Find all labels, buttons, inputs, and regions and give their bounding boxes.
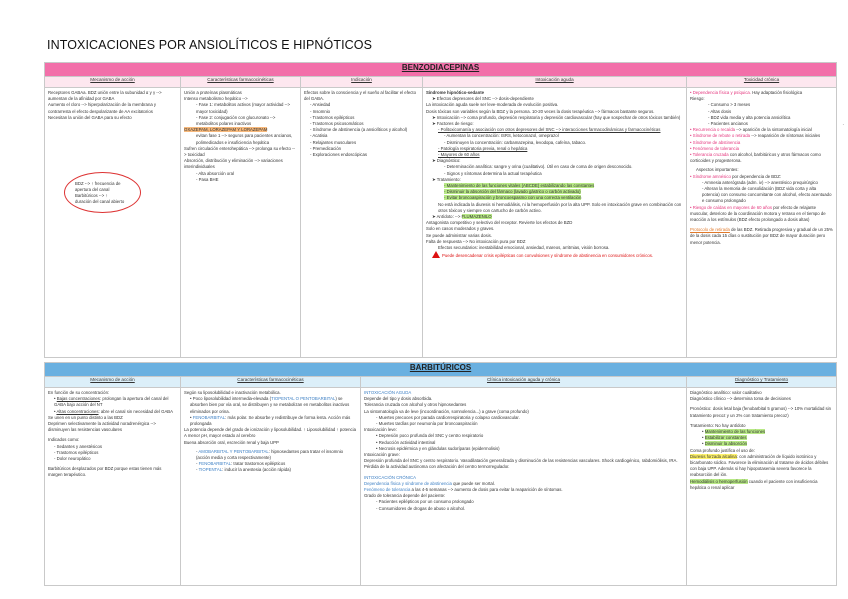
text-line: Depresión profunda del SNC y centro respiratorio. Vasodilatación generalizada y disminución de las resistencias vasculares. Shock cardiogénico, rabdomiólisis, IRA. Pérdida de la actividad autónoma con afectación del centro termorregulador.	[364, 458, 678, 470]
text-span: Hay adaptación fisiológica	[752, 90, 803, 95]
list-item: - Consumidores de drogas de abuso o alcohol.	[376, 505, 466, 511]
page-margin-mark: ·	[842, 122, 844, 128]
text-line	[690, 227, 833, 246]
list-item: - Trastornos psicosomáticos	[310, 121, 364, 127]
text-span: - Mayores de 60 años	[438, 152, 480, 158]
drug-term: TIOPENTAL O PENTOBARBITAL	[271, 396, 336, 402]
highlight-green: - Mantenimiento de las funciones vitales (ABCDE) estabilizando las constantes	[444, 183, 595, 189]
list-item	[48, 396, 177, 408]
list-item: - Síndrome de abstinencia (a ansiolíticos y alcohol)	[310, 127, 408, 133]
text-span: por efecto de relajante muscular, deterioro de la coordinación motora y retraso en el tiempo de reacción a los estímulos (BDZ efecto prolongado a dosis altas)	[690, 204, 826, 223]
text-line: Según su liposolubilidad e inactivación metabólica.	[184, 390, 281, 395]
text-line: Tolerancia cruzada con alcohol y otros hipnosedantes	[364, 402, 467, 408]
text-line: Aumento el cloro --> hiperpolarización de la membrana y contrarresta el efecto despolarizante de AA excitatorios	[48, 102, 157, 114]
highlight-green: Hemodiálisis o hemoperfusión	[690, 478, 748, 484]
text-line: - Pasa BHE	[196, 176, 219, 182]
text-line: - Alta absorción oral	[196, 170, 234, 176]
drug-term: FENOBARBITAL	[198, 461, 232, 467]
text-line: A menor pH, mayor estado al cerebro	[184, 433, 256, 439]
text-line: Intoxicación grave:	[364, 452, 400, 458]
highlight-green: Mantenimiento de las funciones	[704, 429, 766, 435]
text-span: cuando el paciente con insuficiencia hepática o renal aplicar	[690, 478, 818, 490]
text-span: Poco liposolubilidad intermedia-elevada (	[192, 396, 272, 402]
term: Síndrome de abstinencia	[692, 139, 741, 145]
column-header: Clínica intoxicación aguda y crónica	[361, 377, 687, 388]
text-line: Depende del tipo y dosis absorbida.	[364, 396, 433, 402]
warning-line	[426, 251, 683, 259]
list-item: - Trastornos epilépticos	[310, 114, 355, 120]
column-header: Toxicidad crónica	[687, 77, 837, 88]
text-line: Antagonista competitivo y selectivo del receptor. Revierte los efectos de BZD	[426, 220, 573, 226]
text-line: - Fase 1: metabolitos activos (mayor actividad --> mayor toxicidad)	[196, 102, 290, 114]
text-span: de las BDZ. Retirada progresiva y gradual de un 25% de la dosis cada 15 días o sustitución por BDZ de mayor duración pero menor potencia.	[690, 227, 833, 245]
barbi-clinica-cell	[361, 388, 687, 586]
antidote-highlight: FLUMAZENILO	[461, 214, 492, 220]
highlight-green: - Disminuir la absorción del fármaco (lavado gástrico o carbón activado)	[444, 189, 581, 195]
text-span: : tratar trastornos epilépticos	[231, 461, 286, 467]
text-line: Diagnóstico analítico: valor cualitativo	[690, 390, 762, 395]
list-item: - Insomnio	[310, 108, 331, 114]
term: Síndrome amnésico	[692, 173, 731, 179]
column-header: Mecanismo de acción	[45, 77, 181, 88]
drug-highlight: OXAZEPAM, LORAZEPAM Y LORAZEPAM	[184, 127, 268, 133]
oval-line: Barbitúricos --> ↑	[75, 193, 108, 198]
list-item: - TIOPENTAL: inducir la anestesia (acción rápida)	[196, 467, 291, 473]
list-item: - Muertes precoces por parada cardiorrespiratoria y colapso cardiovascular.	[376, 414, 520, 420]
drug-term: FENOBARBITAL	[192, 414, 226, 420]
benzo-indicacion-cell	[301, 88, 423, 358]
benzo-farmaco-cell	[181, 88, 301, 358]
list-item: • Necrosis epidérmica y en glándulas sudoríparas (epidermolisis)	[364, 446, 683, 452]
text-line: Se unen en un punto distinto a las BDZ	[48, 414, 123, 420]
benzo-mecanismo-cell	[45, 88, 181, 358]
benzodiacepinas-table	[44, 62, 837, 358]
text-line: ➤ Tratamiento:	[426, 177, 683, 183]
warning-icon	[432, 251, 440, 258]
list-item	[184, 396, 357, 415]
list-item: - Alteran la memoria de consolidación (BDZ vida corta y alta potencia) con consumo concomitante con alcohol, efecto acentuado e consumo prolongado	[702, 186, 832, 204]
benzo-aguda-cell	[423, 88, 687, 358]
text-line: Tratamiento: No hay antídoto	[690, 422, 746, 428]
text-line: Pronóstico: dosis letal baja (fenobarbital 5 gramos) --> 10% mortalidad sin tratamiento precoz y un 2% con tratamiento precoz)	[690, 406, 832, 418]
text-span: Antídoto: -->	[436, 214, 461, 220]
list-item	[690, 205, 833, 224]
term: Fenómeno de tolerancia	[364, 487, 411, 493]
text-line: ➤ Efectos depresores del SNC --> dosis-dependiente	[426, 96, 683, 102]
text-span: : abre el canal sin necesidad del GABA	[98, 408, 174, 414]
text-line: Se puede administrar varias dosis.	[426, 232, 492, 238]
term: Tolerancia cruzada	[692, 152, 729, 158]
list-item: - Amnesia anterógrada (adm. iv) --> anestésico prequirúrgico	[702, 179, 818, 185]
text-line: Dosis tóxicas son variables según la BDZ y la persona. 10-20 veces la dosis terapéutica --> fármacos bastante seguros.	[426, 108, 655, 114]
text-line: La sintomatología va de leve (incoordinación, somnolencia...) a grave (coma profundo)	[364, 408, 529, 414]
term: Recurrencia o recaída	[692, 127, 735, 133]
text-span: --> reaparición de síntomas iniciales	[751, 133, 821, 139]
text-line: - Signos y síntomas determina la actual terapéutica	[444, 170, 542, 176]
text-line: Solo en casos moderados y graves.	[426, 226, 495, 232]
list-item: - Consumo > 3 meses	[708, 102, 751, 108]
text-line: ➤ Factores de riesgo:	[426, 121, 683, 127]
text-line: Grado de tolerancia depende del paciente:	[364, 493, 446, 499]
text-line: - Fase 2: conjugación con glucuronato --> metabolitos polares inactivos	[196, 114, 276, 127]
text-span: : hipnosedantes para tratar el insomnio (acción media y corta respectivamente)	[196, 448, 344, 461]
section-heading-barbituricos: BARBITÚRICOS	[45, 363, 837, 377]
list-item: - Relajantes musculares	[310, 139, 357, 145]
column-header: Indicación	[301, 77, 423, 88]
text-line: ➤ Intoxicación --> coma profundo, depresión respiratoria y depresión cardiovascular (hay que sospechar de otros tóxicos también)	[426, 115, 683, 121]
text-span: - Patología respiratoria previa, renal o hepática	[438, 145, 528, 151]
text-line: - Aumentan la concentración: ISRS, ketoconazol, omeprazol	[444, 133, 559, 139]
text-line: La intoxicación aguda suele ser leve-moderada de evolución positiva.	[426, 102, 559, 108]
text-line: Falta de respuesta --> No intoxicación pura por BDZ	[426, 238, 526, 244]
page-title: INTOXICACIONES POR ANSIOLÍTICOS E HIPNÓTICOS	[47, 38, 373, 52]
note-oval	[64, 172, 141, 213]
text-line: Unión a proteínas plasmáticas	[184, 90, 242, 95]
text-line: Riesgo:	[690, 96, 705, 102]
text-line: Deprimen selectivamente la actividad noradrenérgica --> disminuyen las resistencias vasculares	[48, 421, 156, 433]
warning-text: Puede desencadenar crisis epilépticas con convulsiones y síndrome de abstinencia en consumidores crónicos.	[442, 253, 654, 259]
text-line: - Determinación analítica: sangre y orina (cualitativo). Útil en caso de coma de origen desconocido.	[444, 164, 633, 170]
barbi-mecanismo-cell	[45, 388, 181, 586]
text-line: Intoxicación leve:	[364, 427, 397, 433]
text-line: Sufren circulación enterohepática --> prolonga su efecto --> toxicidad	[184, 145, 295, 158]
text-span: - Politoxicomanía y asociación con otros depresores del SNC --> interacciones farmacodinámicas y farmacocinéticas	[438, 127, 661, 133]
list-item: - BDZ vida media y alta potencia ansiolítica	[708, 114, 791, 120]
text-span: : prolongan la apertura del canal del GABA bajo acción del NT	[54, 396, 169, 408]
list-item: • Reducción actividad intestinal	[364, 440, 683, 446]
list-item: - Trastornos epilépticos	[54, 449, 99, 455]
text-line: La potencia depende del grado de ionización y liposolubilidad. ↑ Liposolubilidad ↑ potencia	[184, 427, 356, 433]
text-span: a las 4-5 semanas --> aumento de dosis para evitar la reaparición de síntomas.	[411, 487, 563, 493]
column-header: Características farmacocinéticas	[181, 377, 361, 388]
text-line	[690, 479, 833, 491]
list-item: - Sedantes y anestésicos	[54, 443, 103, 449]
text-line: En función de su concentración:	[48, 390, 110, 395]
text-line: Absorción, distribución y eliminación --> variaciones interindividuales	[184, 158, 283, 170]
text-span: ) se absorben bien por vía oral, se distribuyen y se metabolizan en metabolitos inactivos eliminados por orina.	[190, 396, 350, 414]
text-span: : más polar. Se absorbe y redistribuye de forma lenta. Acción más prolongada	[190, 414, 351, 427]
list-item: - Premedicación	[310, 145, 342, 151]
column-header: Características farmacocinéticas	[181, 77, 301, 88]
section-heading-benzodiacepinas: BENZODIACEPINAS	[45, 63, 837, 77]
text-line: Coma profundo justifica el uso de:	[690, 447, 755, 453]
text-line: Receptores GABAa. BDZ unión entre la subunidad α y γ --> aumentan de la afinidad por GABA	[48, 90, 162, 102]
text-span: por dependencia de BDZ:	[732, 173, 782, 179]
term: Riesgo de caídas en mayores de 60 años	[692, 204, 773, 210]
text-span: : inducir la anestesia (acción rápida)	[222, 467, 291, 473]
list-item: - Exploraciones endoscópicas	[310, 152, 368, 158]
list-item: - Ansiedad	[310, 102, 331, 108]
column-header: Intoxicación aguda	[423, 77, 687, 88]
column-header: Mecanismo de acción	[45, 377, 181, 388]
text-line: evitan fase 1 --> seguros para pacientes ancianos, polimedicados e insuficiencia hepática	[196, 133, 293, 145]
list-item: - AMOBARBITAL Y PENTOBARBITAL: hipnosedantes para tratar el insomnio (acción media y corta respectivamente)	[196, 448, 344, 461]
oval-line: BDZ --> ↑ frecuencia de	[75, 181, 121, 186]
text-line: Buena absorción oral, escreción renal y baja UPP	[184, 439, 279, 445]
term: Fenómeno de tolerancia	[692, 145, 740, 151]
text-line: Barbitúricos desplazados por BDZ porque estas tienen más margen terapéutico.	[48, 466, 162, 478]
highlight-green: Disminuir la absorción	[704, 441, 747, 447]
barbituricos-table	[44, 362, 837, 586]
barbi-farmaco-cell	[181, 388, 361, 586]
text-line: Necesitan la unión del GABA para su efecto	[48, 114, 132, 120]
term: Bajas concentraciones	[56, 396, 100, 402]
text-span: --> aparición de la sintomatología inicial	[736, 127, 812, 133]
text-line: Intenso metabolismo hepático -->	[184, 96, 248, 102]
benzo-cronica-cell	[687, 88, 837, 358]
text-line: Efectos sobre la consciencia y el sueño al facilitar el efecto del GABA.	[304, 90, 417, 102]
text-line: Diagnóstico clínico --> determina toma de decisiones	[690, 396, 791, 402]
term: Síndrome de rebote o retirada	[692, 133, 751, 139]
term: Dependencia física y síndrome de abstinencia	[364, 480, 452, 486]
text-span: : con administración de líquido isotónico y bicarbonato sódico. Favorece la eliminación al tratarse de ácidos débiles con baja UPP. Además si hay hipopotasemia severa favorece la reabsorción del ión.	[690, 453, 829, 478]
drug-term: TIOPENTAL	[198, 467, 223, 473]
term: Protocolo de retirada	[690, 227, 730, 233]
text-line: Efectos secundarios: inestabilidad emocional, ansiedad, mareos, arritmias, visión borrosa.	[438, 245, 610, 251]
list-item: - Acatisia	[310, 133, 328, 139]
list-item	[690, 152, 833, 164]
text-line: Indicados como:	[48, 437, 80, 443]
highlight-green: - Evitar broncoaspiración y broncoespasmo con una correcta ventilación	[444, 195, 582, 201]
oval-line: duración del canal abierto	[75, 199, 125, 204]
subheading: INTOXICACIÓN CRÓNICA	[364, 474, 416, 480]
highlight-yellow: Diuresis forzada alcalina	[690, 453, 737, 459]
list-item	[184, 415, 357, 427]
text-span: que puede ser mortal.	[453, 480, 495, 486]
subheading: INTOXICACIÓN AGUDA	[364, 390, 412, 395]
list-item: - Pacientes ancianos	[708, 121, 748, 127]
text-line: - Disminuyen la concentración: carbamazepina, levodopa, cafeína, tabaco.	[444, 139, 587, 145]
oval-line: apertura del canal	[75, 187, 110, 192]
text-line: Aspectos importantes:	[696, 167, 739, 173]
term: Altas concentraciones	[56, 408, 99, 414]
barbi-diagnostico-cell	[687, 388, 837, 586]
text-line	[690, 454, 833, 479]
term: Dependencia física y psíquica.	[692, 90, 751, 95]
column-header: Diagnóstico y Tratamiento	[687, 377, 837, 388]
list-item: - Dolor neuropático	[54, 456, 91, 462]
list-item: - Muertes tardías por neumonía por broncoaspiración	[376, 421, 478, 427]
list-item: • Depresión poco profunda del SNC y centro respiratorio	[364, 433, 683, 439]
list-item	[48, 409, 177, 415]
drug-term: AMOBARBITAL Y PENTOBARBITAL	[198, 448, 269, 454]
text-span: con alcohol, barbitúricos y otros fármacos como corticoides y progesterona.	[690, 152, 821, 164]
highlight-green: Estabilizar constantes	[704, 435, 747, 441]
text-line: No está indicada la diuresis ni hemodiálisis, ni la hemoperfusión por la alta UPP. Solo en intoxicación grave en combinación con otros tóxicos y siempre con cartucho de carbón activo.	[438, 201, 682, 213]
text-line: Síndrome hipnótico-sedante	[426, 90, 485, 95]
list-item: - Altas dosis	[708, 108, 732, 114]
list-item: - FENOBARBITAL: tratar trastornos epilépticos	[196, 461, 286, 467]
list-item: - Pacientes epilépticos por un consumo prolongado	[376, 499, 474, 505]
text-line: ➤ Diagnóstico:	[426, 158, 683, 164]
